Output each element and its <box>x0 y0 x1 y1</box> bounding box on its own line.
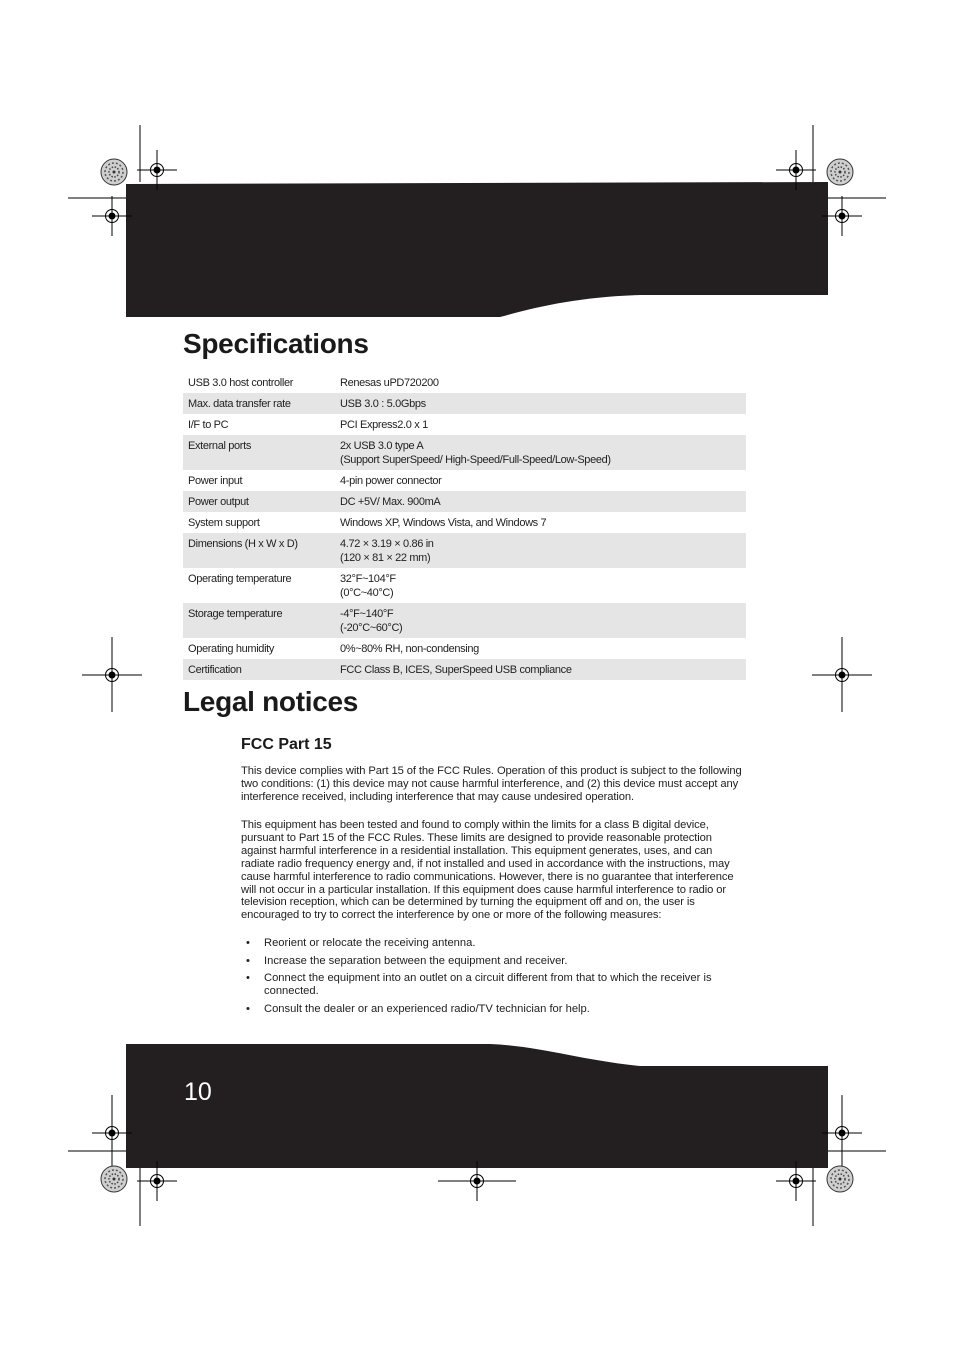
spec-value <box>335 393 746 414</box>
spec-value-line: USB 3.0 : 5.0Gbps <box>340 398 426 410</box>
spec-value <box>335 414 746 435</box>
fcc-paragraph-1: This device complies with Part 15 of the FCC Rules. Operation of this product is subject to the following two conditions: (1) this device may not cause harmful interference, and (2) this device must accept any interference received, including interference that may cause undesired operation. <box>241 765 742 803</box>
table-row <box>183 638 746 659</box>
spec-value-line: 0%~80% RH, non-condensing <box>340 643 479 655</box>
spec-value-line: DC +5V/ Max. 900mA <box>340 496 441 508</box>
table-row <box>183 491 746 512</box>
spec-label: System support <box>188 517 260 529</box>
spec-value-line: (0°C~40°C) <box>340 587 394 599</box>
table-row <box>183 659 746 680</box>
registration-star-bottom-right <box>827 1166 853 1192</box>
legal-notices-heading: Legal notices <box>183 686 359 717</box>
spec-value <box>335 491 746 512</box>
fcc-paragraph-2: This equipment has been tested and found to comply within the limits for a class B digital device, pursuant to Part 15 of the FCC Rules. These limits are designed to provide reasonable protection against harmful interference in a residential installation. This equipment generates, uses, and can radiate radio frequency energy and, if not installed and used in accordance with the instructions, may cause harmful interference to radio communications. However, there is no guarantee that interference will not occur in a particular installation. If this equipment does cause harmful interference to radio or television reception, which can be determined by turning the equipment off and on, the user is encouraged to try to correct the interference by one or more of the following measures: <box>241 819 734 922</box>
list-item-text: Consult the dealer or an experienced radio/TV technician for help. <box>264 1002 590 1015</box>
fcc-part15-heading: FCC Part 15 <box>241 736 332 753</box>
table-row <box>183 414 746 435</box>
registration-star-top-right <box>827 159 853 185</box>
spec-label: Certification <box>183 659 335 680</box>
bullet-icon: • <box>246 954 250 967</box>
spec-label: Max. data transfer rate <box>183 393 335 414</box>
spec-value <box>335 568 746 603</box>
spec-value-line: FCC Class B, ICES, SuperSpeed USB compliance <box>340 664 572 676</box>
table-row <box>183 393 746 414</box>
list-item <box>241 937 747 950</box>
spec-label: Operating humidity <box>188 643 275 655</box>
table-row <box>183 435 746 470</box>
spec-value-line: (120 × 81 × 22 mm) <box>340 552 431 564</box>
list-item-text: Reorient or relocate the receiving antenna. <box>264 937 476 949</box>
spec-value <box>335 603 746 638</box>
spec-value <box>335 435 746 470</box>
bullet-icon: • <box>246 937 250 949</box>
registration-star-bottom-left <box>101 1166 127 1192</box>
table-row <box>183 470 746 491</box>
spec-label: Storage temperature <box>183 603 335 638</box>
spec-value-line: (Support SuperSpeed/ High-Speed/Full-Speed/Low-Speed) <box>340 454 611 466</box>
spec-value-line: 4-pin power connector <box>340 475 442 487</box>
list-item <box>241 972 747 998</box>
spec-label: Power input <box>188 475 243 487</box>
spec-label: Dimensions (H x W x D) <box>183 533 335 568</box>
spec-value-line: Windows XP, Windows Vista, and Windows 7 <box>340 517 547 529</box>
list-item-text: Increase the separation between the equipment and receiver. <box>264 954 568 967</box>
page-number: 10 <box>184 1078 212 1106</box>
list-item <box>241 1003 747 1016</box>
bullet-icon: • <box>246 972 250 984</box>
spec-value-line: (-20°C~60°C) <box>340 622 403 634</box>
bullet-icon: • <box>246 1002 250 1015</box>
specifications-table <box>183 372 746 680</box>
spec-label: Operating temperature <box>188 573 292 585</box>
spec-label: I/F to PC <box>188 419 229 431</box>
spec-value <box>335 470 746 491</box>
spec-label: External ports <box>183 435 335 470</box>
spec-value-line: Renesas uPD720200 <box>340 377 439 389</box>
spec-value-line: 32°F~104°F <box>340 573 396 585</box>
spec-value <box>335 659 746 680</box>
spec-value-line: 4.72 × 3.19 × 0.86 in <box>340 538 434 550</box>
table-row <box>183 568 746 603</box>
spec-value-line: 2x USB 3.0 type A <box>340 440 424 452</box>
spec-value <box>335 512 746 533</box>
spec-label: USB 3.0 host controller <box>188 377 294 389</box>
list-item-text: Connect the equipment into an outlet on a circuit different from that to which the receiver is connected. <box>264 972 712 997</box>
specifications-heading: Specifications <box>183 328 369 359</box>
registration-star-top-left <box>101 159 127 185</box>
spec-value <box>335 372 746 393</box>
table-row <box>183 603 746 638</box>
spec-value-line: -4°F~140°F <box>340 608 394 620</box>
spec-value-line: PCI Express2.0 x 1 <box>340 419 428 431</box>
spec-value <box>335 533 746 568</box>
list-item <box>241 955 747 968</box>
fcc-measures-list <box>241 937 747 1020</box>
table-row <box>183 372 746 393</box>
table-row <box>183 512 746 533</box>
spec-value <box>335 638 746 659</box>
spec-label: Power output <box>183 491 335 512</box>
table-row <box>183 533 746 568</box>
